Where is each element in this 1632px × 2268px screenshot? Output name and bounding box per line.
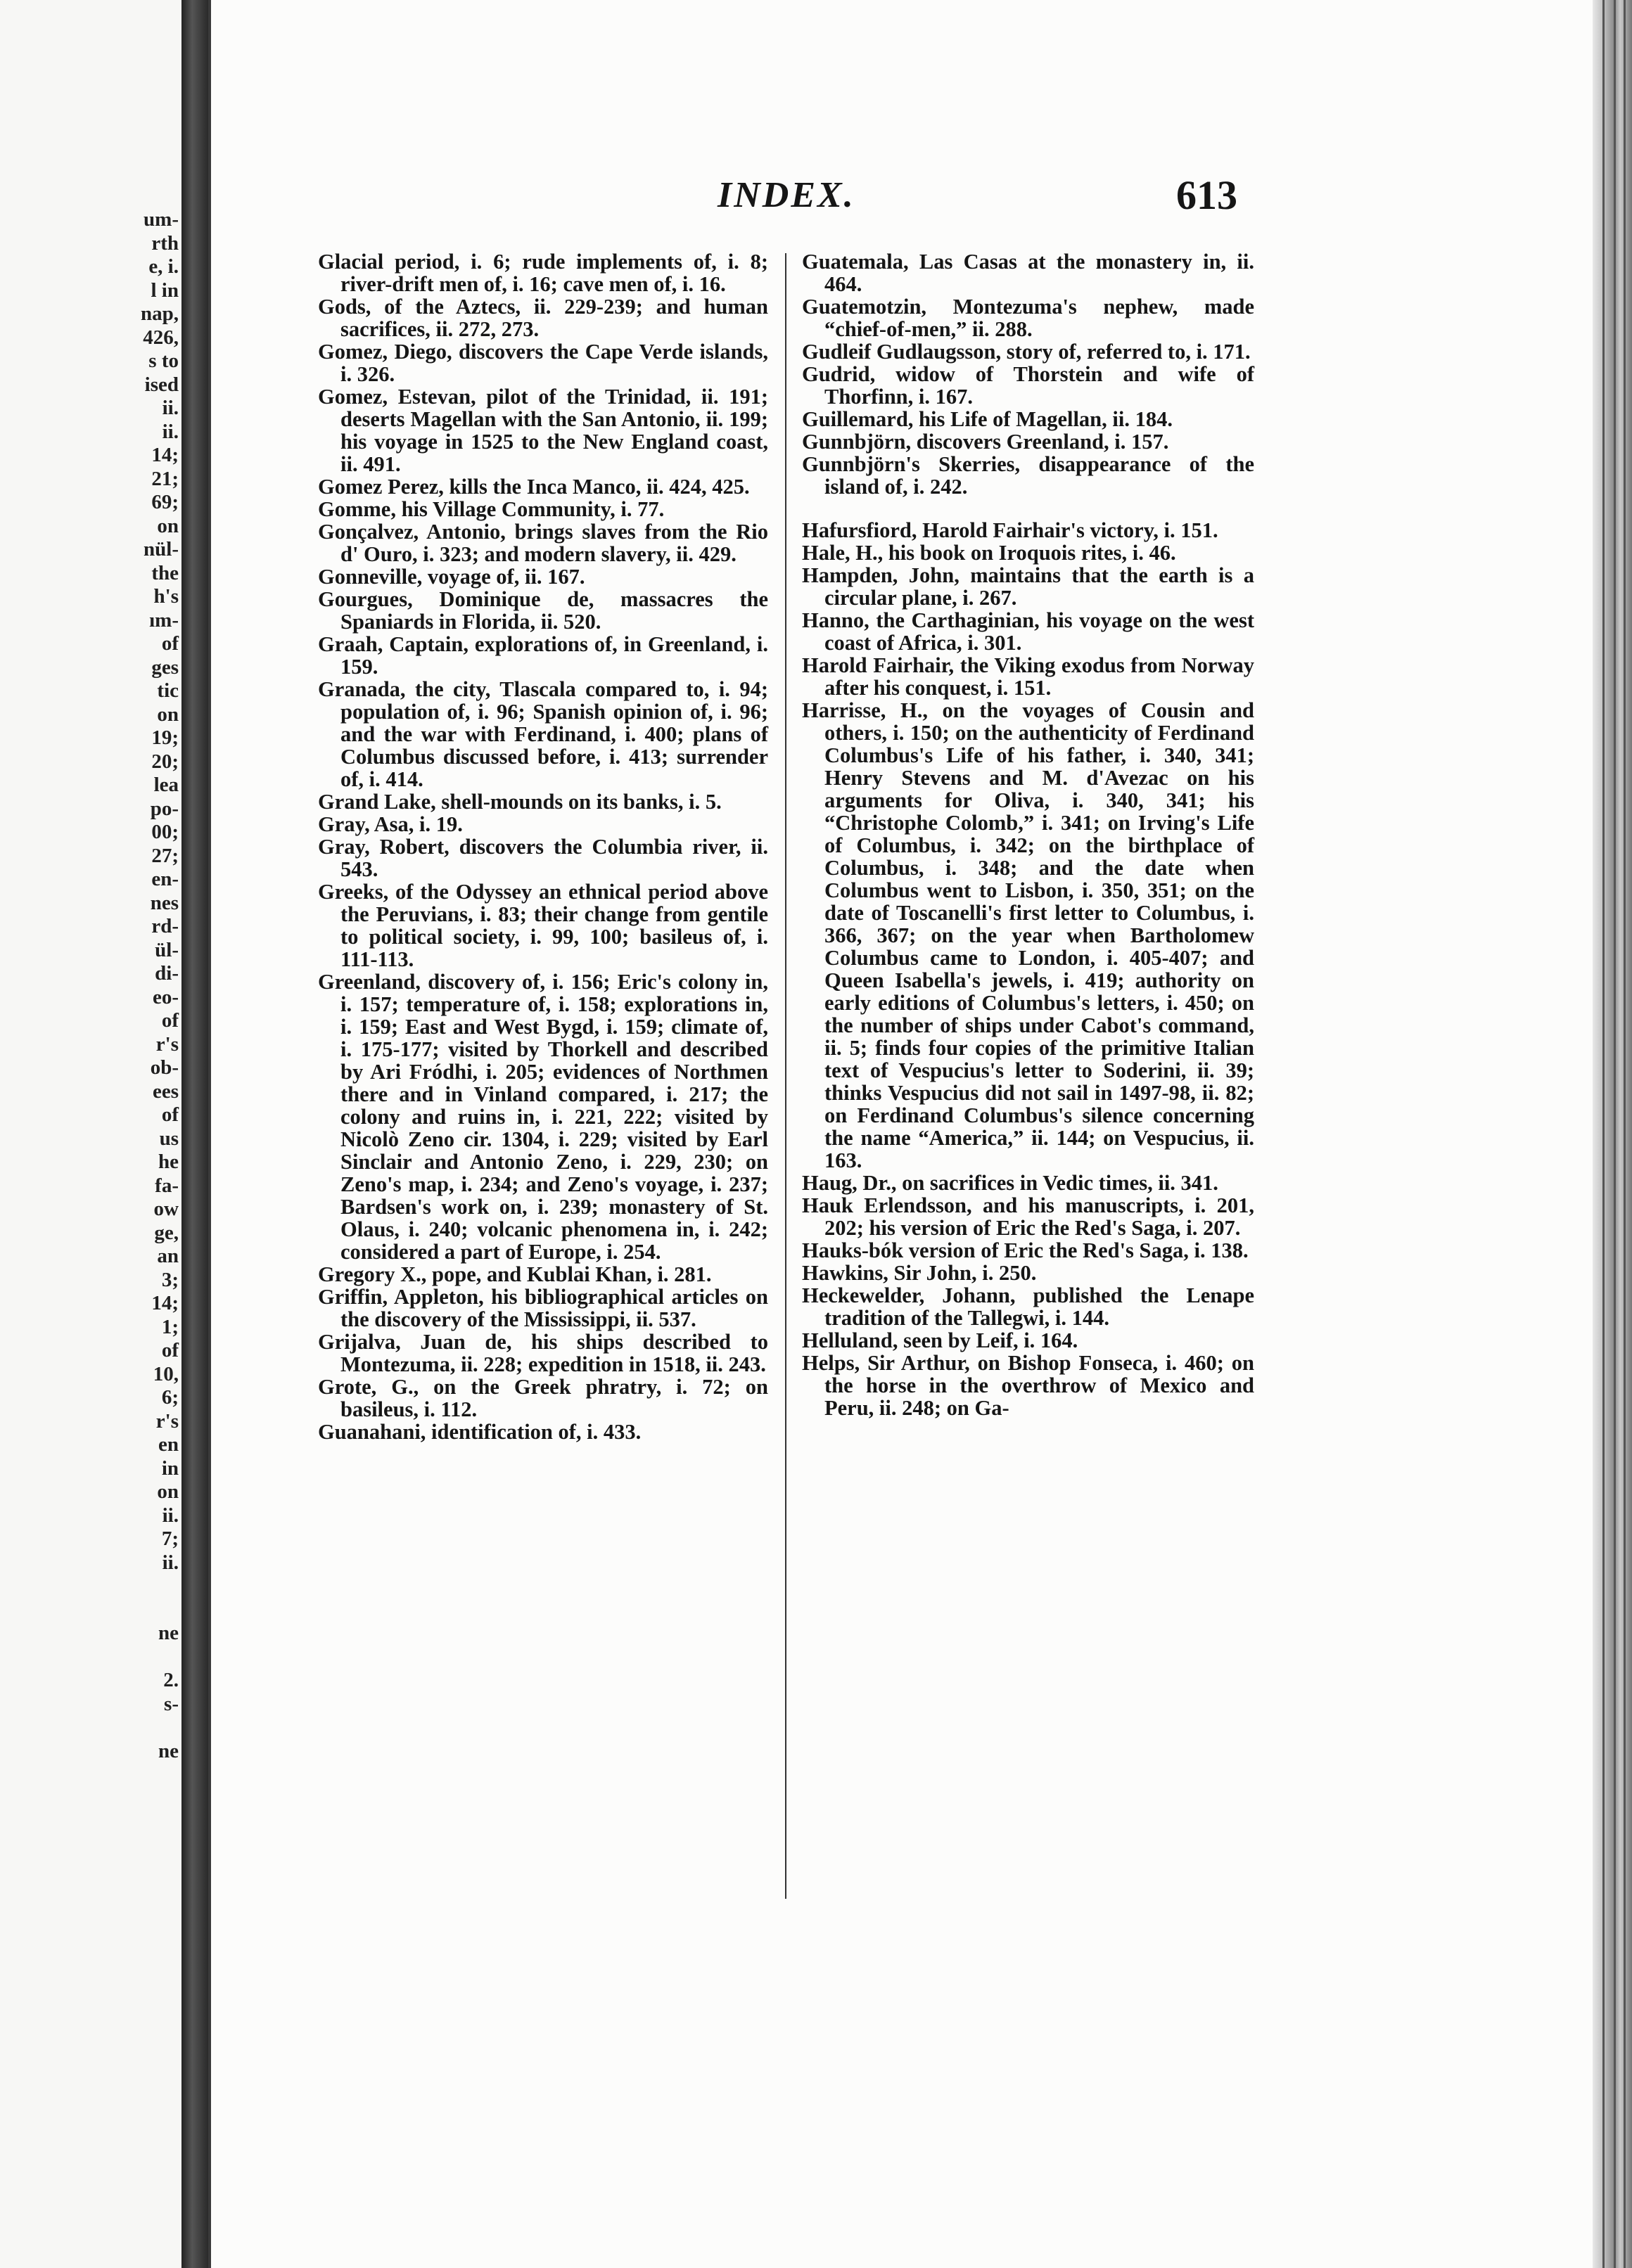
page-number: 613 <box>1176 172 1237 218</box>
fragment-line: on <box>157 1480 179 1503</box>
fragment-line <box>0 1599 181 1622</box>
index-entry: Hauks-bók version of Eric the Red's Saga, i. 138. <box>802 1238 1249 1262</box>
fragment-line: the <box>151 561 179 584</box>
index-entry: Guillemard, his Life of Magellan, ii. 184. <box>802 407 1173 431</box>
fragment-line: l in <box>151 278 179 302</box>
fragment-line: 7; <box>161 1527 179 1550</box>
index-entry: Gonçalvez, Antonio, brings slaves from the Rio d' Ouro, i. 323; and modern slavery, ii. 429. <box>318 520 768 566</box>
fragment-line: po- <box>150 797 179 820</box>
fragment-line: nap, <box>140 302 179 325</box>
index-column-right <box>802 250 1254 1419</box>
book-gutter <box>181 0 208 2268</box>
fragment-line: ge, <box>154 1221 179 1244</box>
fragment-line: on <box>157 514 179 537</box>
fragment-line: di- <box>155 962 179 985</box>
index-entry: Gomme, his Village Community, i. 77. <box>318 497 665 521</box>
fragment-line: tic <box>157 679 179 702</box>
index-entry: Graah, Captain, explorations of, in Greenland, i. 159. <box>318 632 768 679</box>
fragment-line <box>0 1575 181 1599</box>
fragment-line: 6; <box>161 1386 179 1409</box>
fragment-line: lea <box>153 774 179 796</box>
index-entry: Gods, of the Aztecs, ii. 229-239; and human sacrifices, ii. 272, 273. <box>318 295 768 341</box>
fragment-line: 426, <box>143 326 179 349</box>
facing-page-text <box>0 208 181 1763</box>
index-entry: Hampden, John, maintains that the earth is a circular plane, i. 267. <box>802 563 1254 610</box>
fragment-line: an <box>157 1245 179 1267</box>
fragment-line: s to <box>148 350 179 372</box>
page-edge <box>1593 0 1632 2268</box>
fragment-line: h's <box>153 585 179 608</box>
index-entry: Greenland, discovery of, i. 156; Eric's colony in, i. 157; temperature of, i. 158; explorations in, i. 159; East and West Bygd, i. 159; climate of, i. 175-177; visited by Thorkell and described by Ari Fródhi, i. 205; evidences of Northmen there and in Vinland compared, i. 217; the colony and ruins in, i. 221, 222; visited by Nicolò Zeno cir. 1304, i. 229; visited by Earl Sinclair and Antonio Zeno, i. 229, 230; on Zeno's map, i. 234; and Zeno's voyage, i. 237; Bardsen's work on, i. 239; monastery of St. Olaus, i. 240; volcanic phenomena in, i. 242; considered a part of Europe, i. 254. <box>318 970 768 1264</box>
fragment-line: 1; <box>161 1315 179 1338</box>
index-entry: Glacial period, i. 6; rude implements of, i. 8; river-drift men of, i. 16; cave men of, i. 16. <box>318 250 768 296</box>
fragment-line: r's <box>155 1409 179 1433</box>
index-entry: Gourgues, Dominique de, massacres the Spaniards in Florida, ii. 520. <box>318 587 768 634</box>
index-entry: Grijalva, Juan de, his ships described to Montezuma, ii. 228; expedition in 1518, ii. 243. <box>318 1330 768 1376</box>
fragment-line: 14; <box>151 1292 179 1314</box>
index-entry: Gomez, Estevan, pilot of the Trinidad, ii. 191; deserts Magellan with the San Antonio, ii. 199; his voyage in 1525 to the New England coast, ii. 491. <box>318 385 768 476</box>
index-entry: Heckewelder, Johann, published the Lenape tradition of the Tallegwi, i. 144. <box>802 1283 1254 1330</box>
index-entry: Gudleif Gudlaugsson, story of, referred to, i. 171. <box>802 340 1251 364</box>
fragment-line: eo- <box>152 985 179 1008</box>
index-entry: Guanahani, identification of, i. 433. <box>318 1420 642 1444</box>
fragment-line: nül- <box>144 538 179 560</box>
fragment-line: 14; <box>151 444 179 466</box>
fragment-line: ii. <box>162 397 179 419</box>
index-entry: Hale, H., his book on Iroquois rites, i. 46. <box>802 541 1176 565</box>
fragment-line: of <box>161 1103 179 1126</box>
index-entry: Gray, Asa, i. 19. <box>318 812 463 836</box>
fragment-line: 21; <box>151 467 179 490</box>
index-entry: Helps, Sir Arthur, on Bishop Fonseca, i. 460; on the horse in the overthrow of Mexico and Peru, ii. 248; on Ga- <box>802 1351 1254 1420</box>
fragment-line: s- <box>164 1692 179 1715</box>
fragment-line: rth <box>151 231 179 255</box>
fragment-line: ne <box>158 1622 179 1644</box>
fragment-line: 10, <box>153 1362 179 1385</box>
fragment-line: 20; <box>151 750 179 773</box>
index-entry: Grand Lake, shell-mounds on its banks, i. 5. <box>318 790 722 814</box>
page-title: INDEX. <box>718 175 855 215</box>
index-entry: Gomez Perez, kills the Inca Manco, ii. 424, 425. <box>318 475 750 499</box>
fragment-line: 27; <box>151 844 179 867</box>
fragment-line <box>0 1646 181 1670</box>
index-entry: Hauk Erlendsson, and his manuscripts, i. 201, 202; his version of Eric the Red's Saga, i. 207. <box>802 1193 1254 1240</box>
fragment-line: 3; <box>161 1268 179 1291</box>
fragment-line: us <box>159 1127 179 1150</box>
fragment-line: in <box>161 1456 179 1480</box>
index-entry: Gudrid, widow of Thorstein and wife of Thorfinn, i. 167. <box>802 362 1254 409</box>
fragment-line: 19; <box>151 726 179 749</box>
fragment-line: of <box>161 1009 179 1032</box>
index-entry: Granada, the city, Tlascala compared to, i. 94; population of, i. 96; Spanish opinion of, i. 96; and the war with Ferdinand, i. 400; plans of Columbus discussed before, i. 413; surrender of, i. 414. <box>318 677 768 791</box>
index-entry: Gunnbjörn, discovers Greenland, i. 157. <box>802 430 1169 454</box>
running-header <box>211 174 1595 224</box>
index-entry: Griffin, Appleton, his bibliographical articles on the discovery of the Mississippi, ii. 537. <box>318 1285 768 1331</box>
index-column-left <box>318 250 768 1443</box>
index-entry: Grote, G., on the Greek phratry, i. 72; on basileus, i. 112. <box>318 1375 768 1421</box>
fragment-line: fa- <box>155 1174 179 1197</box>
index-entry: Gonneville, voyage of, ii. 167. <box>318 565 585 589</box>
column-divider <box>785 253 786 1899</box>
fragment-line: 69; <box>151 491 179 513</box>
fragment-line: of <box>161 1339 179 1362</box>
fragment-line: en <box>158 1433 179 1456</box>
index-entry: Harrisse, H., on the voyages of Cousin and others, i. 150; on the authenticity of Ferdinand Columbus's Life of his father, i. 340, 341; Henry Stevens and M. d'Avezac on his arguments for Oliva, i. 340, 341; his “Christophe Colomb,” i. 341; on Irving's Life of Columbus, i. 342; on the birthplace of Columbus, i. 348; and the date when Columbus went to Lisbon, i. 350, 351; on the date of Toscanelli's first letter to Columbus, i. 366, 367; on the year when Bartholomew Columbus came to London, i. 405-407; and Queen Isabella's jewels, i. 419; authority on early editions of Columbus's letters, i. 450; on the number of ships under Cabot's command, ii. 5; finds four copies of the primitive Italian text of Vespucius's letter to Soderini, ii. 39; thinks Vespucius did not sail in 1497-98, ii. 82; on Ferdinand Columbus's silence concerning the name “America,” ii. 144; on Vespucius, ii. 163. <box>802 698 1254 1172</box>
index-entry: Greeks, of the Odyssey an ethnical period above the Peruvians, i. 83; their change from gentile to political society, i. 99, 100; basileus of, i. 111-113. <box>318 880 768 971</box>
fragment-line: he <box>158 1151 179 1173</box>
index-entry: Gomez, Diego, discovers the Cape Verde islands, i. 326. <box>318 340 768 386</box>
fragment-line: nes <box>150 891 179 914</box>
fragment-line: ım- <box>149 608 179 632</box>
fragment-line: 00; <box>151 821 179 843</box>
fragment-line: ne <box>158 1739 179 1762</box>
fragment-line <box>0 1716 181 1740</box>
fragment-line: en- <box>151 868 179 890</box>
fragment-line: on <box>157 703 179 726</box>
fragment-line: of <box>161 632 179 655</box>
fragment-line: ges <box>151 655 179 679</box>
fragment-line: um- <box>144 208 179 231</box>
index-entry: Harold Fairhair, the Viking exodus from Norway after his conquest, i. 151. <box>802 653 1254 700</box>
fragment-line: ow <box>153 1198 179 1220</box>
index-entry: Gunnbjörn's Skerries, disappearance of the island of, i. 242. <box>802 452 1254 499</box>
fragment-line: 2. <box>163 1669 179 1691</box>
index-entry: Gray, Robert, discovers the Columbia river, ii. 543. <box>318 835 768 881</box>
index-entry: Guatemala, Las Casas at the monastery in, ii. 464. <box>802 250 1254 296</box>
fragment-line: rd- <box>151 915 179 937</box>
facing-page-fragment <box>0 0 181 2268</box>
fragment-line: ii. <box>162 1551 179 1574</box>
index-entry: Helluland, seen by Leif, i. 164. <box>802 1328 1078 1352</box>
fragment-line: r's <box>155 1032 179 1056</box>
index-page <box>208 0 1595 2268</box>
fragment-line: ised <box>144 373 179 396</box>
fragment-line: ii. <box>162 1504 179 1527</box>
fragment-line: ül- <box>155 938 179 961</box>
index-entry: Haug, Dr., on sacrifices in Vedic times, ii. 341. <box>802 1171 1218 1195</box>
fragment-line: ii. <box>162 420 179 443</box>
index-entry: Hafursfiord, Harold Fairhair's victory, i. 151. <box>802 518 1218 542</box>
fragment-line: ob- <box>150 1056 179 1079</box>
index-entry: Hanno, the Carthaginian, his voyage on the west coast of Africa, i. 301. <box>802 608 1254 655</box>
fragment-line: ees <box>152 1079 179 1103</box>
fragment-line: e, i. <box>148 255 179 278</box>
index-entry: Hawkins, Sir John, i. 250. <box>802 1261 1037 1285</box>
index-entry: Gregory X., pope, and Kublai Khan, i. 281. <box>318 1262 712 1286</box>
index-entry: Guatemotzin, Montezuma's nephew, made “chief-of-men,” ii. 288. <box>802 295 1254 341</box>
